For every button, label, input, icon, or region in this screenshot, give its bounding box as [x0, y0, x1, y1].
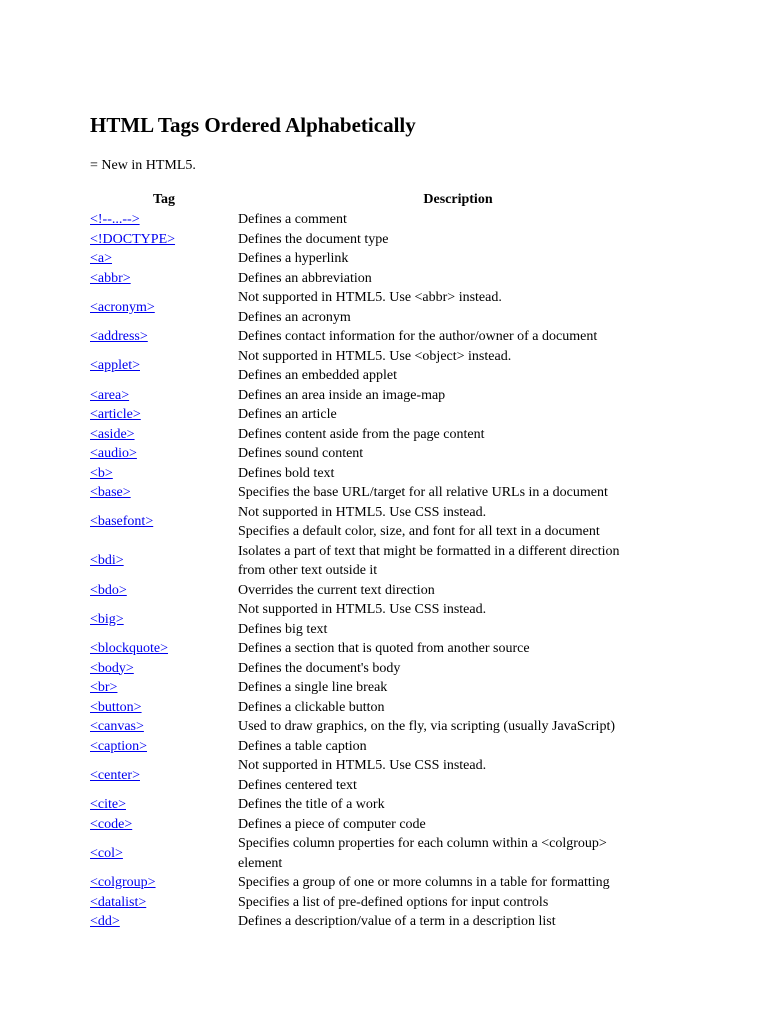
- description-cell: [238, 230, 678, 250]
- table-row: [90, 249, 678, 269]
- table-row: [90, 717, 678, 737]
- table-row: [90, 210, 678, 230]
- tags-table-body: [90, 210, 678, 932]
- description-text: Specifies a default color, size, and font for all text in a document: [238, 524, 600, 539]
- tag-cell: [90, 503, 238, 542]
- table-row: [90, 639, 678, 659]
- description-cell: [238, 464, 678, 484]
- table-row: [90, 288, 678, 327]
- tag-link[interactable]: <canvas>: [90, 719, 144, 734]
- tag-cell: [90, 386, 238, 406]
- description-text: Defines a section that is quoted from another source: [238, 641, 530, 656]
- description-cell: [238, 756, 678, 795]
- table-row: [90, 815, 678, 835]
- description-text: Isolates a part of text that might be formatted in a different direction: [238, 543, 620, 559]
- tag-link[interactable]: <b>: [90, 465, 113, 481]
- table-row: [90, 230, 678, 250]
- description-cell: [238, 425, 678, 445]
- tag-cell: [90, 737, 238, 757]
- tag-link[interactable]: <!--...-->: [90, 212, 140, 227]
- tag-link[interactable]: <dd>: [90, 914, 120, 929]
- description-text: Defines a table caption: [238, 738, 367, 754]
- tag-link[interactable]: <basefont>: [90, 514, 154, 530]
- table-row: [90, 873, 678, 893]
- description-cell: [238, 288, 678, 327]
- description-cell: [238, 678, 678, 698]
- description-cell: [238, 893, 678, 913]
- tag-cell: [90, 659, 238, 679]
- tag-link[interactable]: <bdo>: [90, 582, 127, 598]
- tag-link[interactable]: <!DOCTYPE>: [90, 231, 176, 247]
- table-row: [90, 912, 678, 932]
- tag-link[interactable]: <a>: [90, 251, 113, 266]
- description-cell: [238, 386, 678, 406]
- description-cell: [238, 483, 678, 503]
- description-cell: [238, 873, 678, 893]
- table-row: [90, 737, 678, 757]
- description-text: Specifies a list of pre-defined options for input controls: [238, 894, 549, 910]
- tag-cell: [90, 269, 238, 289]
- tag-cell: [90, 600, 238, 639]
- description-text: Overrides the current text direction: [238, 582, 435, 598]
- description-cell: [238, 600, 678, 639]
- description-cell: [238, 503, 678, 542]
- tag-cell: [90, 639, 238, 659]
- tag-link[interactable]: <bdi>: [90, 553, 124, 569]
- description-cell: [238, 542, 678, 581]
- tag-link[interactable]: <acronym>: [90, 299, 155, 315]
- description-text: Not supported in HTML5. Use CSS instead.: [238, 504, 487, 520]
- table-row: [90, 444, 678, 464]
- description-text: Specifies a group of one or more columns in a table for formatting: [238, 875, 610, 890]
- description-cell: [238, 834, 678, 873]
- tag-link[interactable]: <col>: [90, 845, 123, 861]
- description-cell: [238, 210, 678, 230]
- tag-link[interactable]: <base>: [90, 485, 131, 500]
- description-cell: [238, 698, 678, 718]
- description-cell: [238, 249, 678, 269]
- description-text: from other text outside it: [238, 563, 378, 578]
- tag-link[interactable]: <code>: [90, 816, 133, 832]
- tag-cell: [90, 327, 238, 347]
- description-cell: [238, 327, 678, 347]
- tag-cell: [90, 581, 238, 601]
- tag-link[interactable]: <aside>: [90, 426, 135, 442]
- description-text: Defines a single line break: [238, 680, 388, 695]
- table-row: [90, 327, 678, 347]
- tag-cell: [90, 210, 238, 230]
- table-row: [90, 386, 678, 406]
- description-text: Defines a description/value of a term in a description list: [238, 914, 556, 929]
- description-cell: [238, 737, 678, 757]
- description-cell: [238, 405, 678, 425]
- description-text: Defines a clickable button: [238, 699, 385, 715]
- tag-link[interactable]: <applet>: [90, 358, 140, 374]
- tag-link[interactable]: <colgroup>: [90, 875, 156, 890]
- page-title: HTML Tags Ordered Alphabetically: [90, 113, 416, 137]
- tag-cell: [90, 795, 238, 815]
- description-text: Defines bold text: [238, 465, 335, 481]
- table-row: [90, 659, 678, 679]
- tag-cell: [90, 815, 238, 835]
- description-cell: [238, 639, 678, 659]
- description-text: Defines a comment: [238, 212, 347, 227]
- description-text: Defines a piece of computer code: [238, 816, 426, 832]
- tag-cell: [90, 912, 238, 932]
- tag-cell: [90, 483, 238, 503]
- description-cell: [238, 717, 678, 737]
- table-row: [90, 425, 678, 445]
- description-text: element: [238, 855, 283, 871]
- description-text: Not supported in HTML5. Use <abbr> instead.: [238, 290, 502, 305]
- tag-cell: [90, 542, 238, 581]
- description-text: Defines big text: [238, 621, 328, 637]
- table-row: [90, 503, 678, 542]
- table-row: [90, 269, 678, 289]
- description-cell: [238, 815, 678, 835]
- tag-cell: [90, 249, 238, 269]
- tag-link[interactable]: <br>: [90, 680, 118, 695]
- description-text: Not supported in HTML5. Use <object> instead.: [238, 348, 512, 364]
- tag-link[interactable]: <button>: [90, 699, 142, 715]
- tag-link[interactable]: <article>: [90, 407, 141, 422]
- table-row: [90, 756, 678, 795]
- tag-cell: [90, 834, 238, 873]
- tag-link[interactable]: <area>: [90, 387, 130, 403]
- description-text: Defines a hyperlink: [238, 251, 349, 266]
- description-text: Defines sound content: [238, 446, 364, 461]
- html5-note: = New in HTML5.: [90, 158, 196, 173]
- table-row: [90, 893, 678, 913]
- tag-link[interactable]: <audio>: [90, 446, 137, 461]
- table-row: [90, 464, 678, 484]
- tag-cell: [90, 444, 238, 464]
- table-row: [90, 834, 678, 873]
- tag-column-header: Tag: [152, 192, 176, 207]
- description-cell: [238, 347, 678, 386]
- description-text: Specifies the base URL/target for all relative URLs in a document: [238, 485, 608, 500]
- table-header-row: [90, 190, 678, 210]
- table-row: [90, 581, 678, 601]
- description-text: Defines an abbreviation: [238, 270, 372, 286]
- tag-cell: [90, 698, 238, 718]
- tag-link[interactable]: <caption>: [90, 738, 147, 754]
- table-row: [90, 405, 678, 425]
- description-text: Defines an acronym: [238, 309, 351, 325]
- tag-cell: [90, 464, 238, 484]
- description-text: Defines an article: [238, 407, 337, 422]
- description-text: Defines an embedded applet: [238, 368, 397, 383]
- description-text: Defines the document's body: [238, 660, 401, 676]
- description-text: Not supported in HTML5. Use CSS instead.: [238, 602, 487, 617]
- description-cell: [238, 795, 678, 815]
- tag-link[interactable]: <blockquote>: [90, 641, 168, 656]
- tag-cell: [90, 230, 238, 250]
- table-row: [90, 678, 678, 698]
- tag-cell: [90, 756, 238, 795]
- description-cell: [238, 659, 678, 679]
- tag-cell: [90, 873, 238, 893]
- description-text: Defines content aside from the page content: [238, 426, 485, 442]
- tag-link[interactable]: <address>: [90, 329, 148, 344]
- tag-link[interactable]: <center>: [90, 767, 140, 783]
- description-cell: [238, 912, 678, 932]
- tag-link[interactable]: <datalist>: [90, 894, 147, 910]
- table-row: [90, 795, 678, 815]
- tag-cell: [90, 288, 238, 327]
- tag-cell: [90, 717, 238, 737]
- tag-cell: [90, 347, 238, 386]
- table-row: [90, 347, 678, 386]
- description-text: Defines an area inside an image-map: [238, 387, 446, 403]
- description-cell: [238, 444, 678, 464]
- tag-link[interactable]: <cite>: [90, 797, 126, 812]
- tag-cell: [90, 893, 238, 913]
- description-text: Defines contact information for the author/owner of a document: [238, 329, 598, 344]
- tag-cell: [90, 425, 238, 445]
- description-text: Defines the document type: [238, 231, 389, 247]
- description-cell: [238, 581, 678, 601]
- tags-table: [90, 190, 678, 932]
- table-row: [90, 483, 678, 503]
- description-column-header: Description: [423, 192, 493, 207]
- description-text: Not supported in HTML5. Use CSS instead.: [238, 758, 487, 773]
- document-page: [90, 110, 690, 932]
- tag-link[interactable]: <big>: [90, 611, 124, 627]
- table-row: [90, 542, 678, 581]
- description-text: Defines centered text: [238, 777, 357, 793]
- tag-link[interactable]: <body>: [90, 660, 134, 676]
- description-text: Defines the title of a work: [238, 797, 385, 812]
- description-text: Specifies column properties for each column within a <colgroup>: [238, 836, 607, 851]
- description-cell: [238, 269, 678, 289]
- table-row: [90, 698, 678, 718]
- table-row: [90, 600, 678, 639]
- tag-cell: [90, 405, 238, 425]
- tag-cell: [90, 678, 238, 698]
- tag-link[interactable]: <abbr>: [90, 270, 131, 286]
- description-text: Used to draw graphics, on the fly, via scripting (usually JavaScript): [238, 719, 616, 734]
